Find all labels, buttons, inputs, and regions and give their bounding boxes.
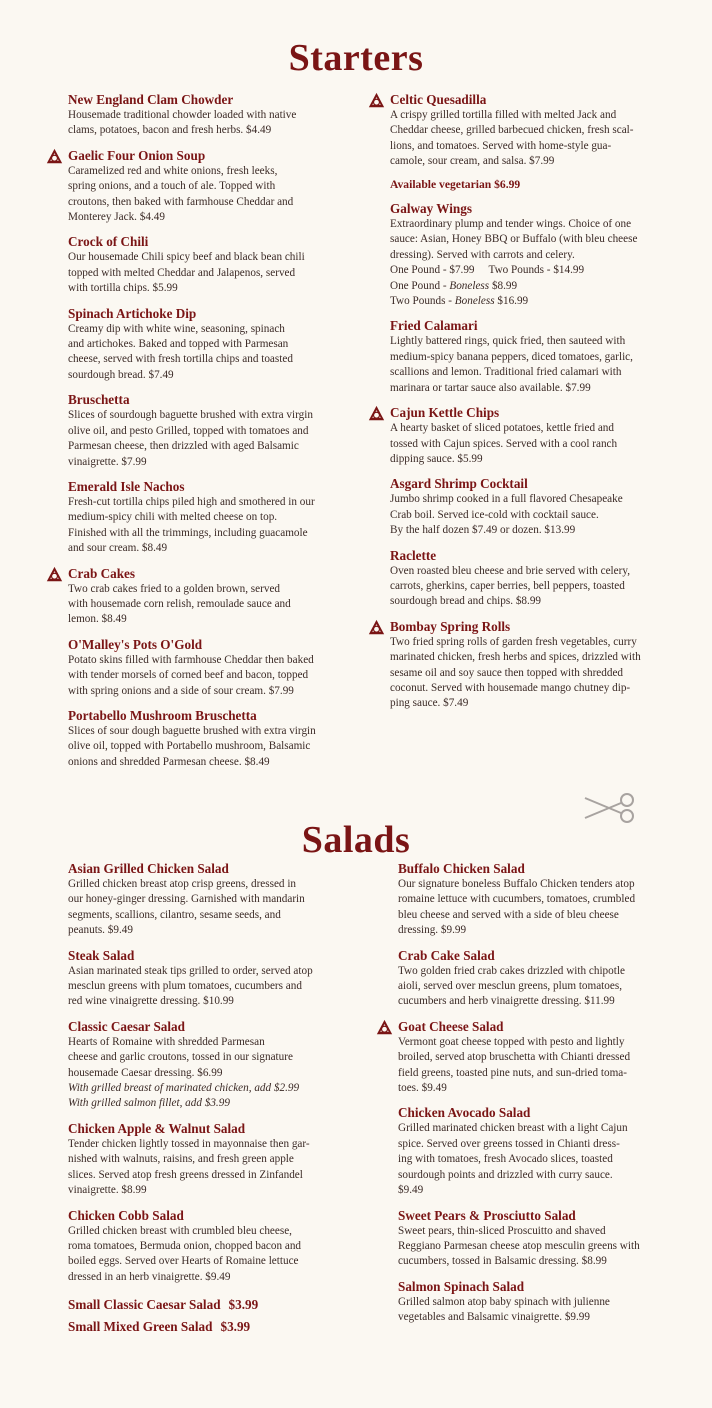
description-line: Potato skins filled with farmhouse Cheddar then baked	[68, 653, 314, 666]
description-line: Grilled salmon atop baby spinach with julienne	[398, 1295, 610, 1308]
price-qualifier: Boneless	[449, 279, 490, 292]
item-description	[68, 1137, 368, 1199]
description-line: Grilled chicken breast atop crisp greens, dressed in	[68, 878, 297, 890]
description-line: sourdough bread. $7.49	[68, 368, 174, 381]
description-line: lions, and tomatoes. Served with home-style gua-	[390, 139, 612, 152]
item-description	[68, 653, 368, 699]
salads-title: Salads	[301, 819, 411, 861]
celtic-triangle-icon	[368, 619, 385, 636]
item-name: Bruschetta	[68, 392, 130, 408]
description-line: Asian marinated steak tips grilled to order, served atop	[68, 964, 313, 977]
description-line: vinaigrette. $8.99	[68, 1184, 147, 1197]
description-line: By the half dozen $7.49 or dozen. $13.99	[390, 524, 576, 537]
menu-item	[68, 637, 368, 699]
menu-item	[68, 1019, 368, 1112]
item-description	[68, 495, 368, 557]
price-label: Two Pounds - $14.99	[488, 264, 585, 277]
description-line: Slices of sour dough baguette brushed with extra virgin	[68, 724, 316, 737]
description-line: ping sauce. $7.49	[390, 697, 469, 710]
description-line: spring onions, and a touch of ale. Topped with	[68, 180, 276, 193]
description-line: vinaigrette. $7.99	[68, 455, 147, 468]
menu-item	[398, 1105, 698, 1198]
celtic-triangle-icon	[368, 405, 385, 422]
item-description	[398, 1224, 698, 1270]
description-line: cucumbers and herb vinaigrette dressing. $11.99	[398, 995, 615, 1008]
description-line: sesame oil and soy sauce then topped with shredded	[390, 666, 624, 679]
description-line: medium-spicy chili with melted cheese on top.	[68, 511, 278, 524]
menu-item	[68, 306, 368, 384]
description-line: tossed with Cajun spices. Served with a cool ranch	[390, 437, 618, 450]
item-description	[68, 322, 368, 384]
item-description	[68, 250, 368, 296]
menu-item	[390, 92, 690, 192]
salads-right-column	[398, 861, 698, 1335]
description-line: onions and shredded Parmesan cheese. $8.49	[68, 755, 270, 768]
description-line: olive oil, and pesto Grilled, topped with tomatoes and	[68, 424, 309, 437]
menu-item	[68, 392, 368, 470]
small-salad-item	[68, 1294, 368, 1316]
item-name: Emerald Isle Nachos	[68, 478, 185, 494]
menu-item	[398, 1208, 698, 1270]
description-line: dressed in an herb vinaigrette. $9.49	[68, 1270, 231, 1283]
item-name: Bombay Spring Rolls	[390, 618, 511, 634]
description-line: mesclun greens with plum tomatoes, cucumbers and	[68, 980, 302, 993]
price-option	[390, 294, 690, 309]
description-line: topped with melted Cheddar and Jalapenos, served	[68, 266, 296, 279]
description-line: Hearts of Romaine with shredded Parmesan	[68, 1035, 265, 1048]
item-description	[68, 164, 368, 226]
small-salad-item	[68, 1316, 368, 1338]
addon-option: With grilled salmon fillet, add $3.99	[68, 1097, 230, 1110]
item-description	[68, 877, 368, 939]
description-line: Sweet pears, thin-sliced Proscuitto and shaved	[398, 1224, 606, 1237]
description-line: Fresh-cut tortilla chips piled high and smothered in our	[68, 495, 315, 508]
item-description	[390, 492, 690, 538]
description-line: Reggiano Parmesan cheese atop mesculin greens with	[398, 1239, 640, 1252]
menu-item	[68, 948, 368, 1010]
description-line: lemon. $8.49	[68, 613, 127, 626]
description-line: Oven roasted bleu cheese and brie served with celery,	[390, 564, 631, 577]
description-line: Slices of sourdough baguette brushed with extra virgin	[68, 409, 313, 422]
starters-left-column	[68, 92, 368, 779]
item-name: Classic Caesar Salad	[68, 1018, 185, 1034]
description-line: Our housemade Chili spicy beef and black bean chili	[68, 251, 305, 264]
menu-item	[398, 861, 698, 939]
description-line: sauce: Asian, Honey BBQ or Buffalo (with bleu cheese	[390, 233, 638, 246]
description-line: Housemade traditional chowder loaded with native	[68, 109, 297, 121]
menu-item	[68, 708, 368, 770]
item-name: Cajun Kettle Chips	[390, 405, 500, 421]
description-line: slices. Served atop fresh greens dressed in Zinfandel	[68, 1168, 303, 1181]
salads-left-column	[68, 861, 368, 1338]
description-line: Our signature boneless Buffalo Chicken tenders atop	[398, 878, 635, 890]
description-line: with tender morsels of corned beef and bacon, topped	[68, 669, 309, 682]
item-name: Crab Cakes	[68, 565, 136, 581]
description-line: Monterey Jack. $4.49	[68, 211, 165, 224]
description-line: romaine lettuce with cucumbers, tomatoes, crumbled	[398, 893, 636, 906]
celtic-triangle-icon	[368, 92, 385, 109]
item-description	[390, 217, 690, 309]
description-line: peanuts. $9.49	[68, 924, 133, 937]
item-description	[390, 421, 690, 467]
menu-item	[390, 548, 690, 610]
item-description	[68, 1035, 368, 1112]
menu-item	[390, 476, 690, 538]
item-description	[398, 877, 698, 939]
item-description	[68, 582, 368, 628]
description-line: Jumbo shrimp cooked in a full flavored Chesapeake	[390, 493, 623, 506]
item-name: Portabello Mushroom Bruschetta	[68, 707, 257, 723]
item-description	[390, 564, 690, 610]
description-line: vegetables and Balsamic vinaigrette. $9.99	[398, 1311, 590, 1324]
item-name: Gaelic Four Onion Soup	[68, 147, 206, 163]
description-line: Grilled chicken breast with crumbled bleu cheese,	[68, 1224, 292, 1237]
menu-item	[68, 234, 368, 296]
item-description	[398, 1121, 698, 1198]
price-value: $16.99	[494, 295, 529, 308]
description-line: and sour cream. $8.49	[68, 542, 168, 555]
description-line: ing with tomatoes, fresh Avocado slices, toasted	[398, 1153, 613, 1166]
item-description	[398, 1035, 698, 1097]
description-line: Two crab cakes fried to a golden brown, served	[68, 582, 281, 595]
celtic-triangle-icon	[46, 566, 63, 583]
item-name: Chicken Avocado Salad	[398, 1105, 531, 1121]
description-line: sourdough bread and chips. $8.99	[390, 595, 542, 608]
description-line: nished with walnuts, raisins, and fresh green apple	[68, 1153, 294, 1166]
description-line: roma tomatoes, Bermuda onion, chopped bacon and	[68, 1239, 302, 1252]
price-label: One Pound - $7.99	[390, 264, 475, 277]
price-option	[390, 279, 690, 294]
description-line: Caramelized red and white onions, fresh leeks,	[68, 164, 278, 177]
item-description	[398, 964, 698, 1010]
item-name: Fried Calamari	[390, 318, 478, 334]
item-name: Chicken Cobb Salad	[68, 1207, 184, 1223]
menu-item	[390, 318, 690, 396]
description-line: A hearty basket of sliced potatoes, kettle fried and	[390, 422, 614, 435]
description-line: camole, sour cream, and salsa. $7.99	[390, 155, 555, 168]
description-line: clams, potatoes, bacon and fresh herbs. $4.49	[68, 124, 272, 137]
small-salad-price: $3.99	[220, 1319, 251, 1335]
description-line: Tender chicken lightly tossed in mayonnaise then gar-	[68, 1137, 310, 1150]
small-salad-name: Small Mixed Green Salad	[68, 1319, 213, 1335]
description-line: boiled eggs. Served over Hearts of Romaine lettuce	[68, 1255, 299, 1268]
starters-right-column	[390, 92, 690, 721]
description-line: marinara or tartar sauce also available. $7.99	[390, 381, 591, 394]
menu-item	[390, 619, 690, 712]
menu-item	[398, 1019, 698, 1097]
description-line: Parmesan cheese, then drizzled with aged Balsamic	[68, 440, 299, 453]
item-name: O'Malley's Pots O'Gold	[68, 636, 203, 652]
menu-item	[398, 1279, 698, 1326]
item-name: Asgard Shrimp Cocktail	[390, 476, 528, 492]
description-line: Vermont goat cheese topped with pesto and lightly	[398, 1035, 625, 1048]
celtic-triangle-icon	[376, 1019, 393, 1036]
description-line: Two fried spring rolls of garden fresh vegetables, curry	[390, 635, 637, 648]
item-description	[68, 724, 368, 770]
menu-item	[68, 479, 368, 557]
description-line: sourdough points and drizzled with curry sauce.	[398, 1168, 613, 1181]
item-name: Asian Grilled Chicken Salad	[68, 861, 229, 876]
description-line: croutons, then baked with farmhouse Cheddar and	[68, 195, 294, 208]
price-label: Two Pounds -	[390, 295, 455, 308]
description-line: segments, scallions, cilantro, sesame seeds, and	[68, 908, 281, 921]
description-line: marinated chicken, fresh herbs and spices, drizzled with	[390, 651, 641, 664]
description-line: dressing. $9.99	[398, 924, 467, 937]
description-line: Extraordinary plump and tender wings. Choice of one	[390, 218, 632, 231]
description-line: red wine vinaigrette dressing. $10.99	[68, 995, 234, 1008]
price-option	[390, 263, 690, 278]
menu-item	[390, 405, 690, 467]
description-line: with housemade corn relish, remoulade sauce and	[68, 597, 291, 610]
description-line: dressing). Served with carrots and celery.	[390, 248, 575, 261]
item-name: Celtic Quesadilla	[390, 92, 487, 107]
celtic-triangle-icon	[46, 148, 63, 165]
item-description	[390, 108, 690, 170]
starters-title: Starters	[288, 37, 424, 79]
description-line: Finished with all the trimmings, including guacamole	[68, 526, 308, 539]
description-line: aioli, served over mesclun greens, plum tomatoes,	[398, 980, 623, 993]
description-line: toes. $9.49	[398, 1082, 447, 1095]
small-salad-name: Small Classic Caesar Salad	[68, 1297, 221, 1313]
item-name: Chicken Apple & Walnut Salad	[68, 1120, 246, 1136]
description-line: and artichokes. Baked and topped with Parmesan	[68, 338, 289, 351]
item-description	[398, 1295, 698, 1326]
menu-item	[398, 948, 698, 1010]
description-line: scallions and lemon. Traditional fried calamari with	[390, 366, 622, 379]
description-line: cheese, served with fresh tortilla chips and toasted	[68, 353, 293, 366]
item-name: Buffalo Chicken Salad	[398, 861, 525, 876]
description-line: Grilled marinated chicken breast with a light Cajun	[398, 1122, 628, 1135]
description-line: Creamy dip with white wine, seasoning, spinach	[68, 322, 285, 335]
item-name: New England Clam Chowder	[68, 92, 234, 107]
item-name: Salmon Spinach Salad	[398, 1278, 525, 1294]
description-line: olive oil, topped with Portabello mushroom, Balsamic	[68, 740, 311, 753]
description-line: Two golden fried crab cakes drizzled with chipotle	[398, 964, 625, 977]
item-name: Crock of Chili	[68, 234, 149, 250]
small-salad-price: $3.99	[228, 1297, 259, 1313]
description-line: medium-spicy banana peppers, diced tomatoes, garlic,	[390, 350, 633, 363]
menu-item	[68, 148, 368, 226]
item-description	[68, 408, 368, 470]
description-line: housemade Caesar dressing. $6.99	[68, 1066, 223, 1079]
description-line: Cheddar cheese, grilled barbecued chicken, fresh scal-	[390, 124, 634, 137]
description-line: spice. Served over greens tossed in Chianti dress-	[398, 1137, 620, 1150]
item-name: Crab Cake Salad	[398, 947, 495, 963]
price-value: $8.99	[489, 279, 518, 292]
menu-item	[68, 1208, 368, 1286]
item-name: Steak Salad	[68, 947, 135, 963]
item-name: Goat Cheese Salad	[398, 1018, 504, 1034]
description-line: broiled, served atop bruschetta with Chianti dressed	[398, 1051, 631, 1064]
description-line: with tortilla chips. $5.99	[68, 282, 178, 295]
description-line: carrots, gherkins, caper berries, bell peppers, toasted	[390, 579, 625, 592]
description-line: A crispy grilled tortilla filled with melted Jack and	[390, 109, 617, 121]
item-name: Sweet Pears & Prosciutto Salad	[398, 1207, 576, 1223]
description-line: cheese and garlic croutons, tossed in our signature	[68, 1051, 293, 1064]
menu-item	[68, 92, 368, 139]
menu-item	[68, 861, 368, 939]
item-description	[390, 635, 690, 712]
menu-item	[390, 201, 690, 309]
description-line: cucumbers, tossed in Balsamic dressing. $8.99	[398, 1255, 607, 1268]
description-line: $9.49	[398, 1184, 424, 1197]
item-description	[68, 1224, 368, 1286]
menu-item	[68, 566, 368, 628]
description-line: Lightly battered rings, quick fried, then sauteed with	[390, 335, 626, 348]
description-line: coconut. Served with housemade mango chutney dip-	[390, 681, 631, 694]
description-line: dipping sauce. $5.99	[390, 452, 483, 465]
item-name: Galway Wings	[390, 201, 472, 217]
description-line: our honey-ginger dressing. Garnished with mandarin	[68, 893, 305, 906]
description-line: field greens, toasted pine nuts, and sun-dried toma-	[398, 1066, 627, 1079]
menu-item	[68, 1121, 368, 1199]
item-name: Spinach Artichoke Dip	[68, 305, 197, 321]
description-line: bleu cheese and served with a side of bleu cheese	[398, 908, 619, 921]
vegetarian-option: Available vegetarian $6.99	[390, 177, 521, 191]
addon-option: With grilled breast of marinated chicken, add $2.99	[68, 1082, 300, 1095]
item-name: Raclette	[390, 547, 437, 563]
item-description	[68, 108, 368, 139]
item-description	[390, 334, 690, 396]
description-line: Crab boil. Served ice-cold with cocktail sauce.	[390, 508, 599, 521]
price-label: One Pound -	[390, 279, 450, 292]
description-line: with spring onions and a side of sour cream. $7.99	[68, 684, 294, 697]
item-description	[68, 964, 368, 1010]
price-qualifier: Boneless	[454, 295, 495, 308]
